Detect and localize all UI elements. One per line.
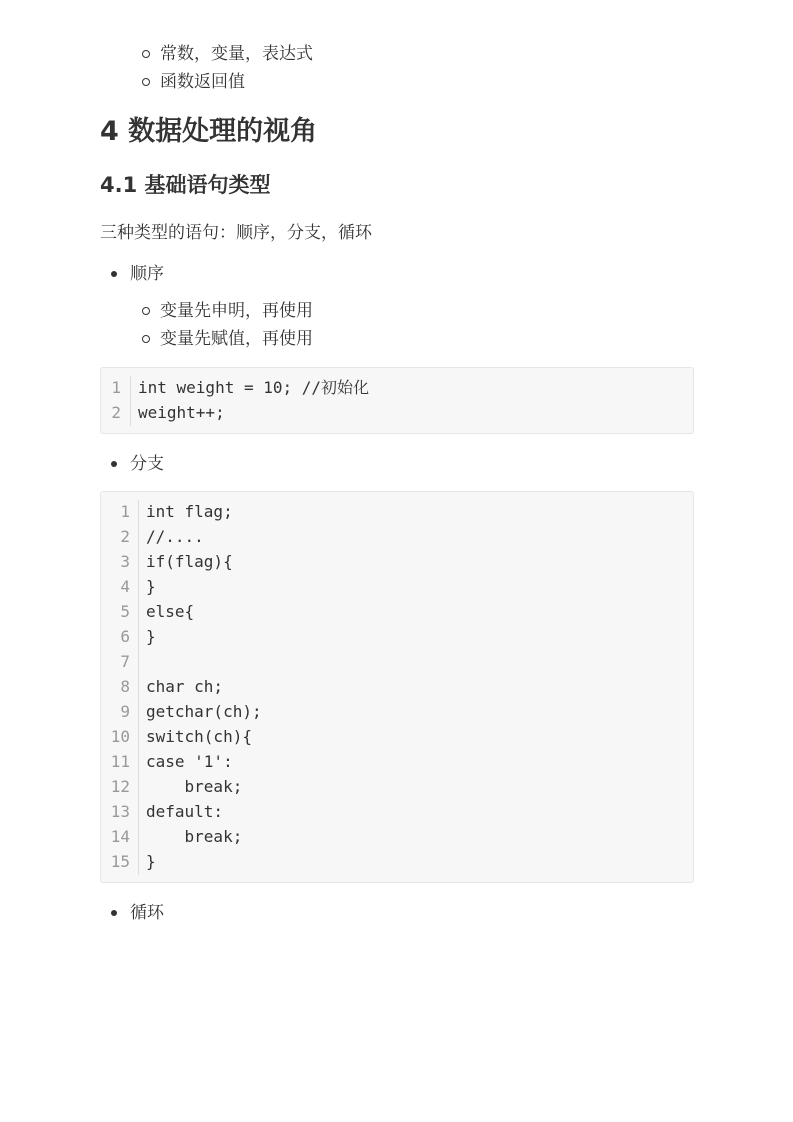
branch-list [110, 450, 164, 478]
heading-level-1: 4 数据处理的视角 [100, 116, 318, 147]
list-item-text: 变量先申明，再使用 [160, 301, 313, 321]
line-number: 8 [120, 677, 130, 696]
code-text: } [146, 852, 156, 871]
line-number: 2 [111, 403, 121, 422]
list-item-text: 变量先赋值，再使用 [160, 329, 313, 349]
list-item-text: 分支 [130, 454, 164, 474]
code-text: else{ [146, 602, 195, 621]
code-text: int weight = 10; //初始化 [138, 378, 370, 397]
list-item [140, 297, 313, 325]
code-text: case '1': [146, 752, 233, 771]
code-text: //.... [146, 527, 204, 546]
top-sublist [140, 40, 313, 96]
loop-list [110, 899, 164, 927]
line-number: 5 [120, 602, 130, 621]
line-number: 15 [110, 852, 130, 871]
circle-bullet-icon [142, 78, 150, 86]
disc-bullet-icon [111, 271, 117, 277]
sequential-sublist [140, 297, 313, 353]
list-item [140, 325, 313, 353]
code-text: default: [146, 802, 224, 821]
code-text: switch(ch){ [146, 727, 252, 746]
line-number: 7 [120, 652, 130, 671]
line-number: 3 [120, 552, 130, 571]
intro-paragraph: 三种类型的语句：顺序，分支，循环 [100, 223, 372, 243]
line-number: 6 [120, 627, 130, 646]
circle-bullet-icon [142, 50, 150, 58]
circle-bullet-icon [142, 335, 150, 343]
disc-bullet-icon [111, 910, 117, 916]
code-text: int flag; [146, 502, 233, 521]
list-item-text: 常数，变量，表达式 [160, 44, 313, 64]
list-item [110, 899, 164, 927]
sequential-list [110, 260, 164, 288]
code-text: getchar(ch); [146, 702, 262, 721]
code-text: break; [146, 777, 243, 796]
list-item [140, 40, 313, 68]
line-number: 9 [120, 702, 130, 721]
heading-level-2: 4.1 基础语句类型 [100, 173, 271, 197]
code-text: } [146, 577, 156, 596]
line-number: 10 [110, 727, 130, 746]
line-number: 1 [111, 378, 121, 397]
list-item [140, 68, 313, 96]
line-number: 2 [120, 527, 130, 546]
line-number: 11 [110, 752, 130, 771]
list-item [110, 450, 164, 478]
list-item-text: 顺序 [130, 264, 164, 284]
list-item-text: 循环 [130, 903, 164, 923]
list-item [110, 260, 164, 288]
list-item-text: 函数返回值 [160, 72, 245, 92]
code-text: if(flag){ [146, 552, 233, 571]
code-text: char ch; [146, 677, 224, 696]
line-number: 1 [120, 502, 130, 521]
line-number: 12 [110, 777, 130, 796]
circle-bullet-icon [142, 307, 150, 315]
line-number: 14 [110, 827, 130, 846]
line-number: 13 [110, 802, 130, 821]
line-number-gutter [130, 376, 131, 426]
code-text: } [146, 627, 156, 646]
line-number-gutter [138, 500, 139, 875]
code-text: break; [146, 827, 243, 846]
code-block-sequential [100, 367, 694, 434]
line-number: 4 [120, 577, 130, 596]
code-text: weight++; [138, 403, 225, 422]
disc-bullet-icon [111, 461, 117, 467]
code-block-branch [100, 491, 694, 883]
